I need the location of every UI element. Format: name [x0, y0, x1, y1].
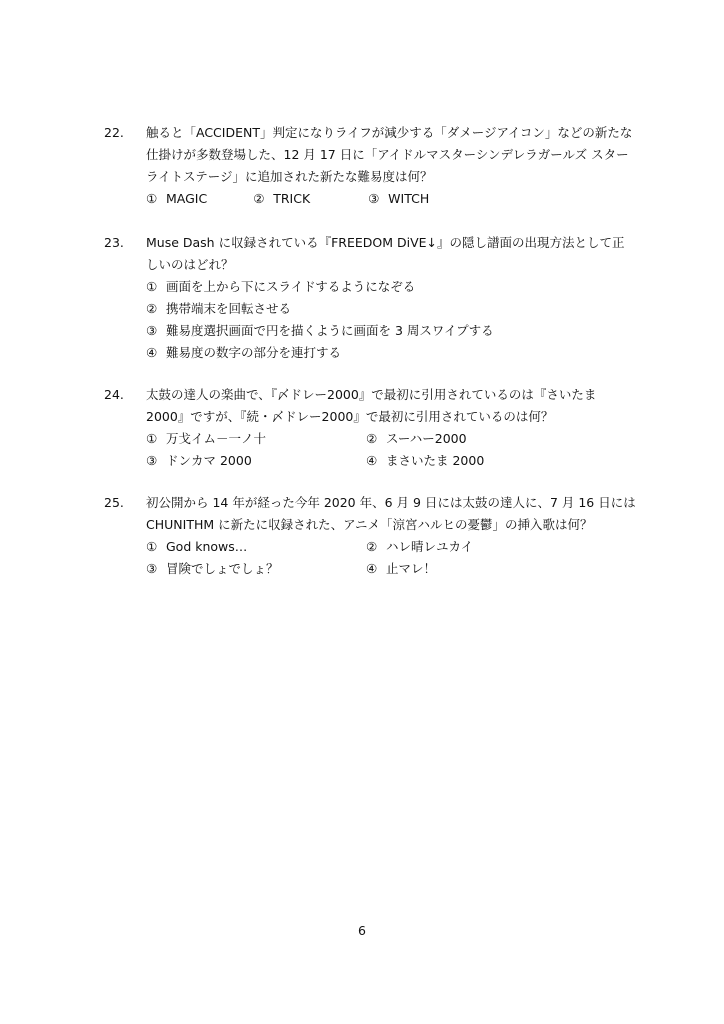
option-2 — [146, 298, 626, 320]
option-1 — [146, 536, 366, 558]
option-label: 画面を上から下にスライドするようになぞる — [166, 279, 416, 294]
option-3 — [146, 558, 366, 580]
question-22 — [100, 122, 640, 210]
option-mark: ④ — [366, 453, 378, 468]
option-mark: ① — [146, 279, 158, 294]
question-body — [146, 122, 636, 210]
question-24 — [100, 384, 640, 472]
option-row — [146, 320, 636, 342]
option-label: スーハー2000 — [386, 431, 467, 446]
option-4 — [366, 558, 586, 580]
question-body — [146, 232, 636, 364]
option-mark: ① — [146, 431, 158, 446]
option-label: 止マレ！ — [386, 561, 437, 576]
question-body — [146, 384, 636, 472]
option-3 — [146, 320, 626, 342]
options — [146, 276, 636, 364]
option-label: まさいたま 2000 — [386, 453, 485, 468]
option-label: ハレ晴レユカイ — [386, 539, 474, 554]
question-text: Muse Dash に収録されている『FREEDOM DiVE↓』の隠し譜面の出現方法として正しいのはどれ？ — [146, 235, 625, 272]
question-number: 24. — [104, 387, 124, 402]
option-mark: ② — [366, 431, 378, 446]
option-label: 難易度選択画面で円を描くように画面を 3 周スワイプする — [166, 323, 494, 338]
question-number: 22. — [104, 125, 124, 140]
options — [146, 536, 636, 580]
option-label: 携帯端末を回転させる — [166, 301, 292, 316]
page-number: 6 — [358, 923, 366, 938]
question-text: 初公開から 14 年が経った今年 2020 年、6 月 9 日には太鼓の達人に、7 月 16 日にはCHUNITHM に新たに収録された、アニメ「涼宮ハルヒの憂鬱」の挿入歌は何？ — [146, 495, 636, 532]
option-row — [146, 558, 636, 580]
question-text: 触ると「ACCIDENT」判定になりライフが減少する「ダメージアイコン」などの新たな仕掛けが多数登場した、12 月 17 日に「アイドルマスターシンデレラガールズ スターライトステージ」に追加された新たな難易度は何？ — [146, 125, 633, 184]
question-25 — [100, 492, 640, 580]
option-label: ドンカマ 2000 — [166, 453, 252, 468]
option-label: 万戈イム－一ノ十 — [166, 431, 267, 446]
option-mark: ③ — [368, 191, 380, 206]
question-23 — [100, 232, 640, 364]
option-mark: ③ — [146, 453, 158, 468]
question-number: 25. — [104, 495, 124, 510]
option-row — [146, 276, 636, 298]
option-mark: ③ — [146, 561, 158, 576]
option-3 — [368, 188, 429, 210]
question-text: 太鼓の達人の楽曲で、『〆ドレー2000』で最初に引用されているのは『さいたま 2000』ですが、『続・〆ドレー2000』で最初に引用されているのは何？ — [146, 387, 597, 424]
option-row — [146, 188, 636, 210]
option-3 — [146, 450, 366, 472]
option-2 — [366, 428, 586, 450]
question-number: 23. — [104, 235, 124, 250]
option-2 — [366, 536, 586, 558]
option-4 — [146, 342, 626, 364]
option-1 — [146, 276, 626, 298]
option-label: 難易度の数字の部分を連打する — [166, 345, 342, 360]
option-1 — [146, 428, 366, 450]
options — [146, 188, 636, 210]
option-1 — [146, 188, 207, 210]
option-label: God knows… — [166, 539, 248, 554]
option-label: TRICK — [273, 191, 311, 206]
option-row — [146, 428, 636, 450]
options — [146, 428, 636, 472]
option-label: WITCH — [388, 191, 430, 206]
option-row — [146, 450, 636, 472]
option-mark: ③ — [146, 323, 158, 338]
option-4 — [366, 450, 586, 472]
option-row — [146, 298, 636, 320]
question-body — [146, 492, 636, 580]
option-2 — [253, 188, 310, 210]
option-label: MAGIC — [166, 191, 208, 206]
option-mark: ④ — [146, 345, 158, 360]
option-mark: ② — [366, 539, 378, 554]
option-row — [146, 342, 636, 364]
option-row — [146, 536, 636, 558]
option-mark: ② — [253, 191, 265, 206]
option-mark: ① — [146, 539, 158, 554]
option-mark: ① — [146, 191, 158, 206]
option-mark: ④ — [366, 561, 378, 576]
option-mark: ② — [146, 301, 158, 316]
option-label: 冒険でしょでしょ？ — [166, 561, 279, 576]
